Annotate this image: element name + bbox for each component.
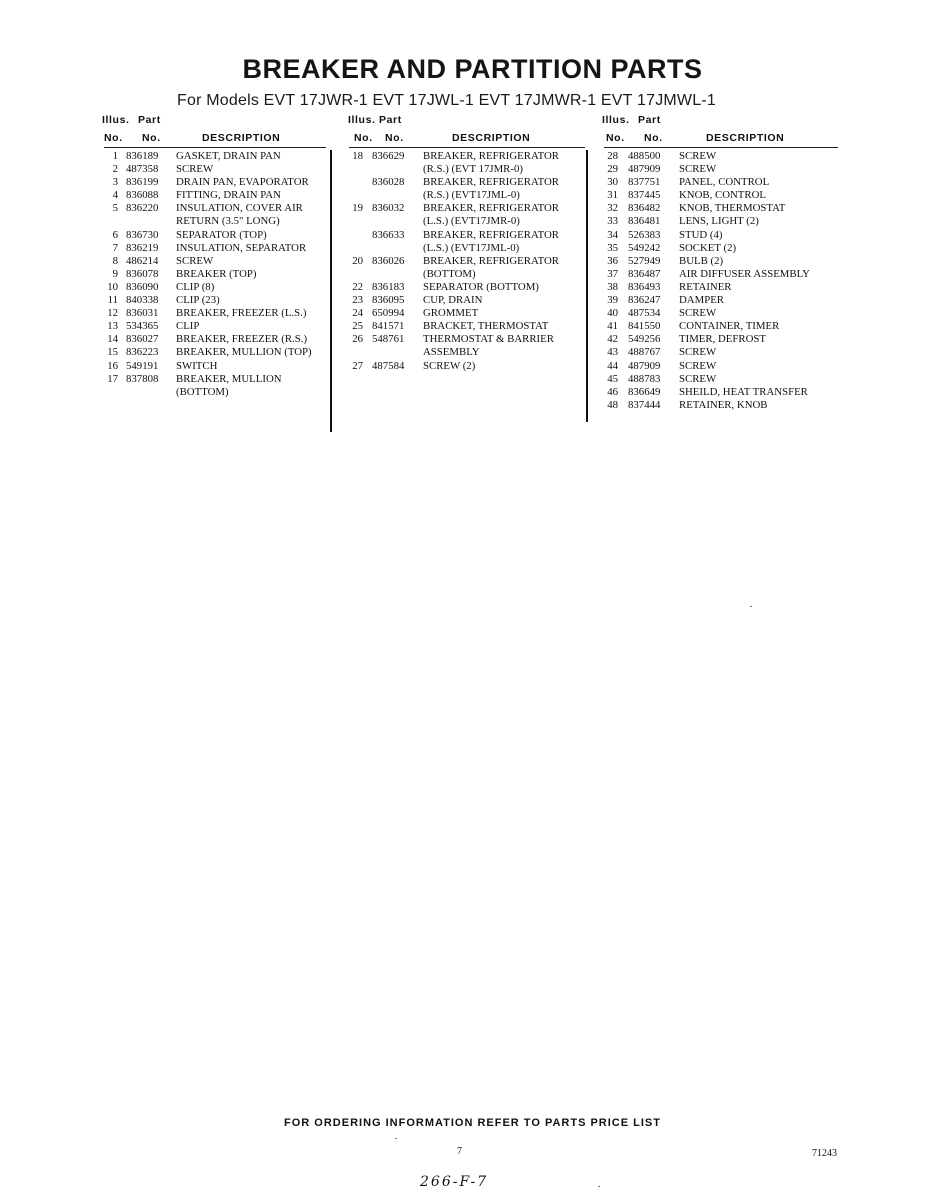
- part-description: BREAKER, REFRIGERATOR: [423, 228, 559, 241]
- part-number: 549242: [628, 241, 661, 254]
- part-number: 841571: [372, 320, 405, 333]
- illus-number: 20: [352, 254, 363, 267]
- part-number: 836482: [628, 202, 661, 215]
- scan-speck: [598, 1186, 600, 1187]
- scan-speck: [395, 1138, 397, 1139]
- illus-number: 31: [607, 189, 618, 202]
- part-number: 836090: [126, 280, 159, 293]
- part-description: CLIP (8): [176, 280, 215, 293]
- part-description: CLIP (23): [176, 294, 220, 307]
- part-description: SCREW: [679, 372, 717, 385]
- part-description: (R.S.) (EVT 17JMR-0): [423, 163, 523, 176]
- part-number: 534365: [126, 320, 159, 333]
- part-description: RETAINER, KNOB: [679, 398, 768, 411]
- header-illus-top: Illus.: [102, 114, 130, 126]
- part-number: 837444: [628, 398, 661, 411]
- illus-number: 19: [352, 202, 363, 215]
- illus-number: 40: [607, 307, 618, 320]
- illus-number: 13: [107, 320, 118, 333]
- part-description: RETURN (3.5" LONG): [176, 215, 280, 228]
- part-number: 836223: [126, 346, 159, 359]
- part-number: 650994: [372, 307, 405, 320]
- illus-number: 23: [352, 294, 363, 307]
- part-description: (BOTTOM): [423, 267, 476, 280]
- illus-number: 8: [112, 254, 118, 267]
- part-number: 836219: [126, 241, 159, 254]
- part-number: 488500: [628, 150, 661, 162]
- part-number: 487358: [126, 163, 159, 176]
- part-number: 836189: [126, 150, 159, 162]
- part-description: SOCKET (2): [679, 241, 737, 254]
- illus-number: 22: [352, 280, 363, 293]
- part-description: ASSEMBLY: [423, 346, 480, 359]
- part-description: CUP, DRAIN: [423, 294, 483, 307]
- part-description: BREAKER, MULLION: [176, 372, 282, 385]
- part-number: 548761: [372, 333, 405, 346]
- illus-number: 37: [607, 267, 618, 280]
- part-number: 836649: [628, 385, 661, 398]
- part-description: AIR DIFFUSER ASSEMBLY: [679, 267, 810, 280]
- illus-number: 34: [607, 228, 618, 241]
- part-number: 488783: [628, 372, 661, 385]
- illus-number: 41: [607, 320, 618, 333]
- illus-number: 3: [112, 176, 118, 189]
- part-description: DRAIN PAN, EVAPORATOR: [176, 176, 309, 189]
- illus-number: 12: [107, 307, 118, 320]
- part-description: RETAINER: [679, 280, 732, 293]
- illus-number: 17: [107, 372, 118, 385]
- header-illus-no: No.: [606, 132, 625, 144]
- part-description: (L.S.) (EVT17JML-0): [423, 241, 520, 254]
- part-number: 836629: [372, 150, 405, 162]
- part-description: SCREW: [679, 307, 717, 320]
- header-rule: [604, 147, 838, 148]
- part-description: (L.S.) (EVT17JMR-0): [423, 215, 520, 228]
- part-number: 836095: [372, 294, 405, 307]
- part-number: 837808: [126, 372, 159, 385]
- illus-number: 32: [607, 202, 618, 215]
- part-number: 837751: [628, 176, 661, 189]
- part-number: 837445: [628, 189, 661, 202]
- part-description: INSULATION, COVER AIR: [176, 202, 303, 215]
- part-description: SCREW: [176, 254, 214, 267]
- header-illus-top: Illus.: [348, 114, 376, 126]
- part-description: DAMPER: [679, 294, 724, 307]
- part-description: SEPARATOR (BOTTOM): [423, 280, 539, 293]
- header-part-no: No.: [385, 132, 404, 144]
- header-description: DESCRIPTION: [202, 132, 281, 144]
- illus-number: 27: [352, 359, 363, 372]
- ordering-footer: FOR ORDERING INFORMATION REFER TO PARTS PRICE LIST: [284, 1117, 661, 1129]
- part-number: 836078: [126, 267, 159, 280]
- header-illus-no: No.: [354, 132, 373, 144]
- part-description: CLIP: [176, 320, 200, 333]
- part-description: THERMOSTAT & BARRIER: [423, 333, 554, 346]
- part-number: 486214: [126, 254, 159, 267]
- handwritten-note: 266-F-7: [420, 1174, 489, 1190]
- part-description: BREAKER, REFRIGERATOR: [423, 254, 559, 267]
- illus-number: 18: [352, 150, 363, 162]
- illus-number: 42: [607, 333, 618, 346]
- illus-number: 16: [107, 359, 118, 372]
- illus-number: 10: [107, 280, 118, 293]
- part-number: 836027: [126, 333, 159, 346]
- part-description: FITTING, DRAIN PAN: [176, 189, 281, 202]
- illus-number: 26: [352, 333, 363, 346]
- illus-number: 44: [607, 359, 618, 372]
- illus-number: 36: [607, 254, 618, 267]
- part-number: 836247: [628, 294, 661, 307]
- part-number: 841550: [628, 320, 661, 333]
- illus-number: 25: [352, 320, 363, 333]
- part-description: SCREW: [679, 150, 717, 162]
- part-description: GASKET, DRAIN PAN: [176, 150, 281, 162]
- illus-number: 45: [607, 372, 618, 385]
- part-description: KNOB, CONTROL: [679, 189, 766, 202]
- part-description: BREAKER, REFRIGERATOR: [423, 176, 559, 189]
- part-description: GROMMET: [423, 307, 479, 320]
- part-number: 836028: [372, 176, 405, 189]
- part-description: SEPARATOR (TOP): [176, 228, 267, 241]
- illus-number: 7: [112, 241, 118, 254]
- header-part-top: Part: [379, 114, 402, 126]
- illus-number: 2: [112, 163, 118, 176]
- page-number: 7: [457, 1146, 462, 1157]
- part-description: BREAKER, FREEZER (L.S.): [176, 307, 307, 320]
- part-description: BULB (2): [679, 254, 724, 267]
- part-number: 836199: [126, 176, 159, 189]
- part-number: 526383: [628, 228, 661, 241]
- scan-speck: [750, 606, 752, 607]
- part-description: PANEL, CONTROL: [679, 176, 770, 189]
- header-rule: [104, 147, 326, 148]
- illus-number: 6: [112, 228, 118, 241]
- illus-number: 11: [107, 294, 118, 307]
- document-code: 71243: [812, 1148, 837, 1159]
- part-description: SCREW: [679, 359, 717, 372]
- part-number: 836493: [628, 280, 661, 293]
- part-number: 836481: [628, 215, 661, 228]
- part-description: TIMER, DEFROST: [679, 333, 766, 346]
- part-number: 836220: [126, 202, 159, 215]
- illus-number: 33: [607, 215, 618, 228]
- header-part-top: Part: [138, 114, 161, 126]
- page-title: BREAKER AND PARTITION PARTS: [242, 54, 703, 84]
- illus-number: 39: [607, 294, 618, 307]
- part-number: 836026: [372, 254, 405, 267]
- part-description: BREAKER, FREEZER (R.S.): [176, 333, 308, 346]
- illus-number: 15: [107, 346, 118, 359]
- part-number: 488767: [628, 346, 661, 359]
- part-number: 487584: [372, 359, 405, 372]
- part-description: BREAKER, MULLION (TOP): [176, 346, 312, 359]
- part-description: STUD (4): [679, 228, 723, 241]
- part-description: KNOB, THERMOSTAT: [679, 202, 786, 215]
- part-number: 549256: [628, 333, 661, 346]
- header-part-top: Part: [638, 114, 661, 126]
- part-number: 487534: [628, 307, 661, 320]
- illus-number: 14: [107, 333, 118, 346]
- part-description: LENS, LIGHT (2): [679, 215, 759, 228]
- illus-number: 24: [352, 307, 363, 320]
- illus-number: 1: [112, 150, 118, 162]
- part-number: 836487: [628, 267, 661, 280]
- part-description: BREAKER, REFRIGERATOR: [423, 150, 559, 162]
- illus-number: 35: [607, 241, 618, 254]
- part-description: (BOTTOM): [176, 385, 229, 398]
- part-number: 487909: [628, 359, 661, 372]
- part-description: BRACKET, THERMOSTAT: [423, 320, 549, 333]
- part-number: 840338: [126, 294, 159, 307]
- part-number: 836730: [126, 228, 159, 241]
- part-description: SCREW: [176, 163, 214, 176]
- header-illus-no: No.: [104, 132, 123, 144]
- illus-number: 5: [112, 202, 118, 215]
- part-description: CONTAINER, TIMER: [679, 320, 780, 333]
- part-number: 836031: [126, 307, 159, 320]
- illus-number: 4: [112, 189, 118, 202]
- part-description: SHEILD, HEAT TRANSFER: [679, 385, 808, 398]
- part-number: 487909: [628, 163, 661, 176]
- part-description: SWITCH: [176, 359, 218, 372]
- column-divider-2: [586, 150, 588, 422]
- header-rule: [349, 147, 585, 148]
- part-number: 836032: [372, 202, 405, 215]
- part-number: 836183: [372, 280, 405, 293]
- part-description: (R.S.) (EVT17JML-0): [423, 189, 520, 202]
- header-description: DESCRIPTION: [452, 132, 531, 144]
- illus-number: 30: [607, 176, 618, 189]
- header-description: DESCRIPTION: [706, 132, 785, 144]
- illus-number: 28: [607, 150, 618, 162]
- part-description: SCREW (2): [423, 359, 476, 372]
- column-divider-1: [330, 150, 332, 432]
- illus-number: 38: [607, 280, 618, 293]
- part-description: BREAKER (TOP): [176, 267, 257, 280]
- part-number: 549191: [126, 359, 159, 372]
- header-part-no: No.: [142, 132, 161, 144]
- part-number: 836088: [126, 189, 159, 202]
- part-description: INSULATION, SEPARATOR: [176, 241, 307, 254]
- illus-number: 43: [607, 346, 618, 359]
- part-description: SCREW: [679, 163, 717, 176]
- illus-number: 48: [607, 398, 618, 411]
- part-description: BREAKER, REFRIGERATOR: [423, 202, 559, 215]
- part-number: 527949: [628, 254, 661, 267]
- illus-number: 29: [607, 163, 618, 176]
- header-illus-top: Illus.: [602, 114, 630, 126]
- illus-number: 9: [112, 267, 118, 280]
- models-line: For Models EVT 17JWR-1 EVT 17JWL-1 EVT 17JMWR-1 EVT 17JMWL-1: [177, 92, 716, 109]
- illus-number: 46: [607, 385, 618, 398]
- header-part-no: No.: [644, 132, 663, 144]
- part-description: SCREW: [679, 346, 717, 359]
- part-number: 836633: [372, 228, 405, 241]
